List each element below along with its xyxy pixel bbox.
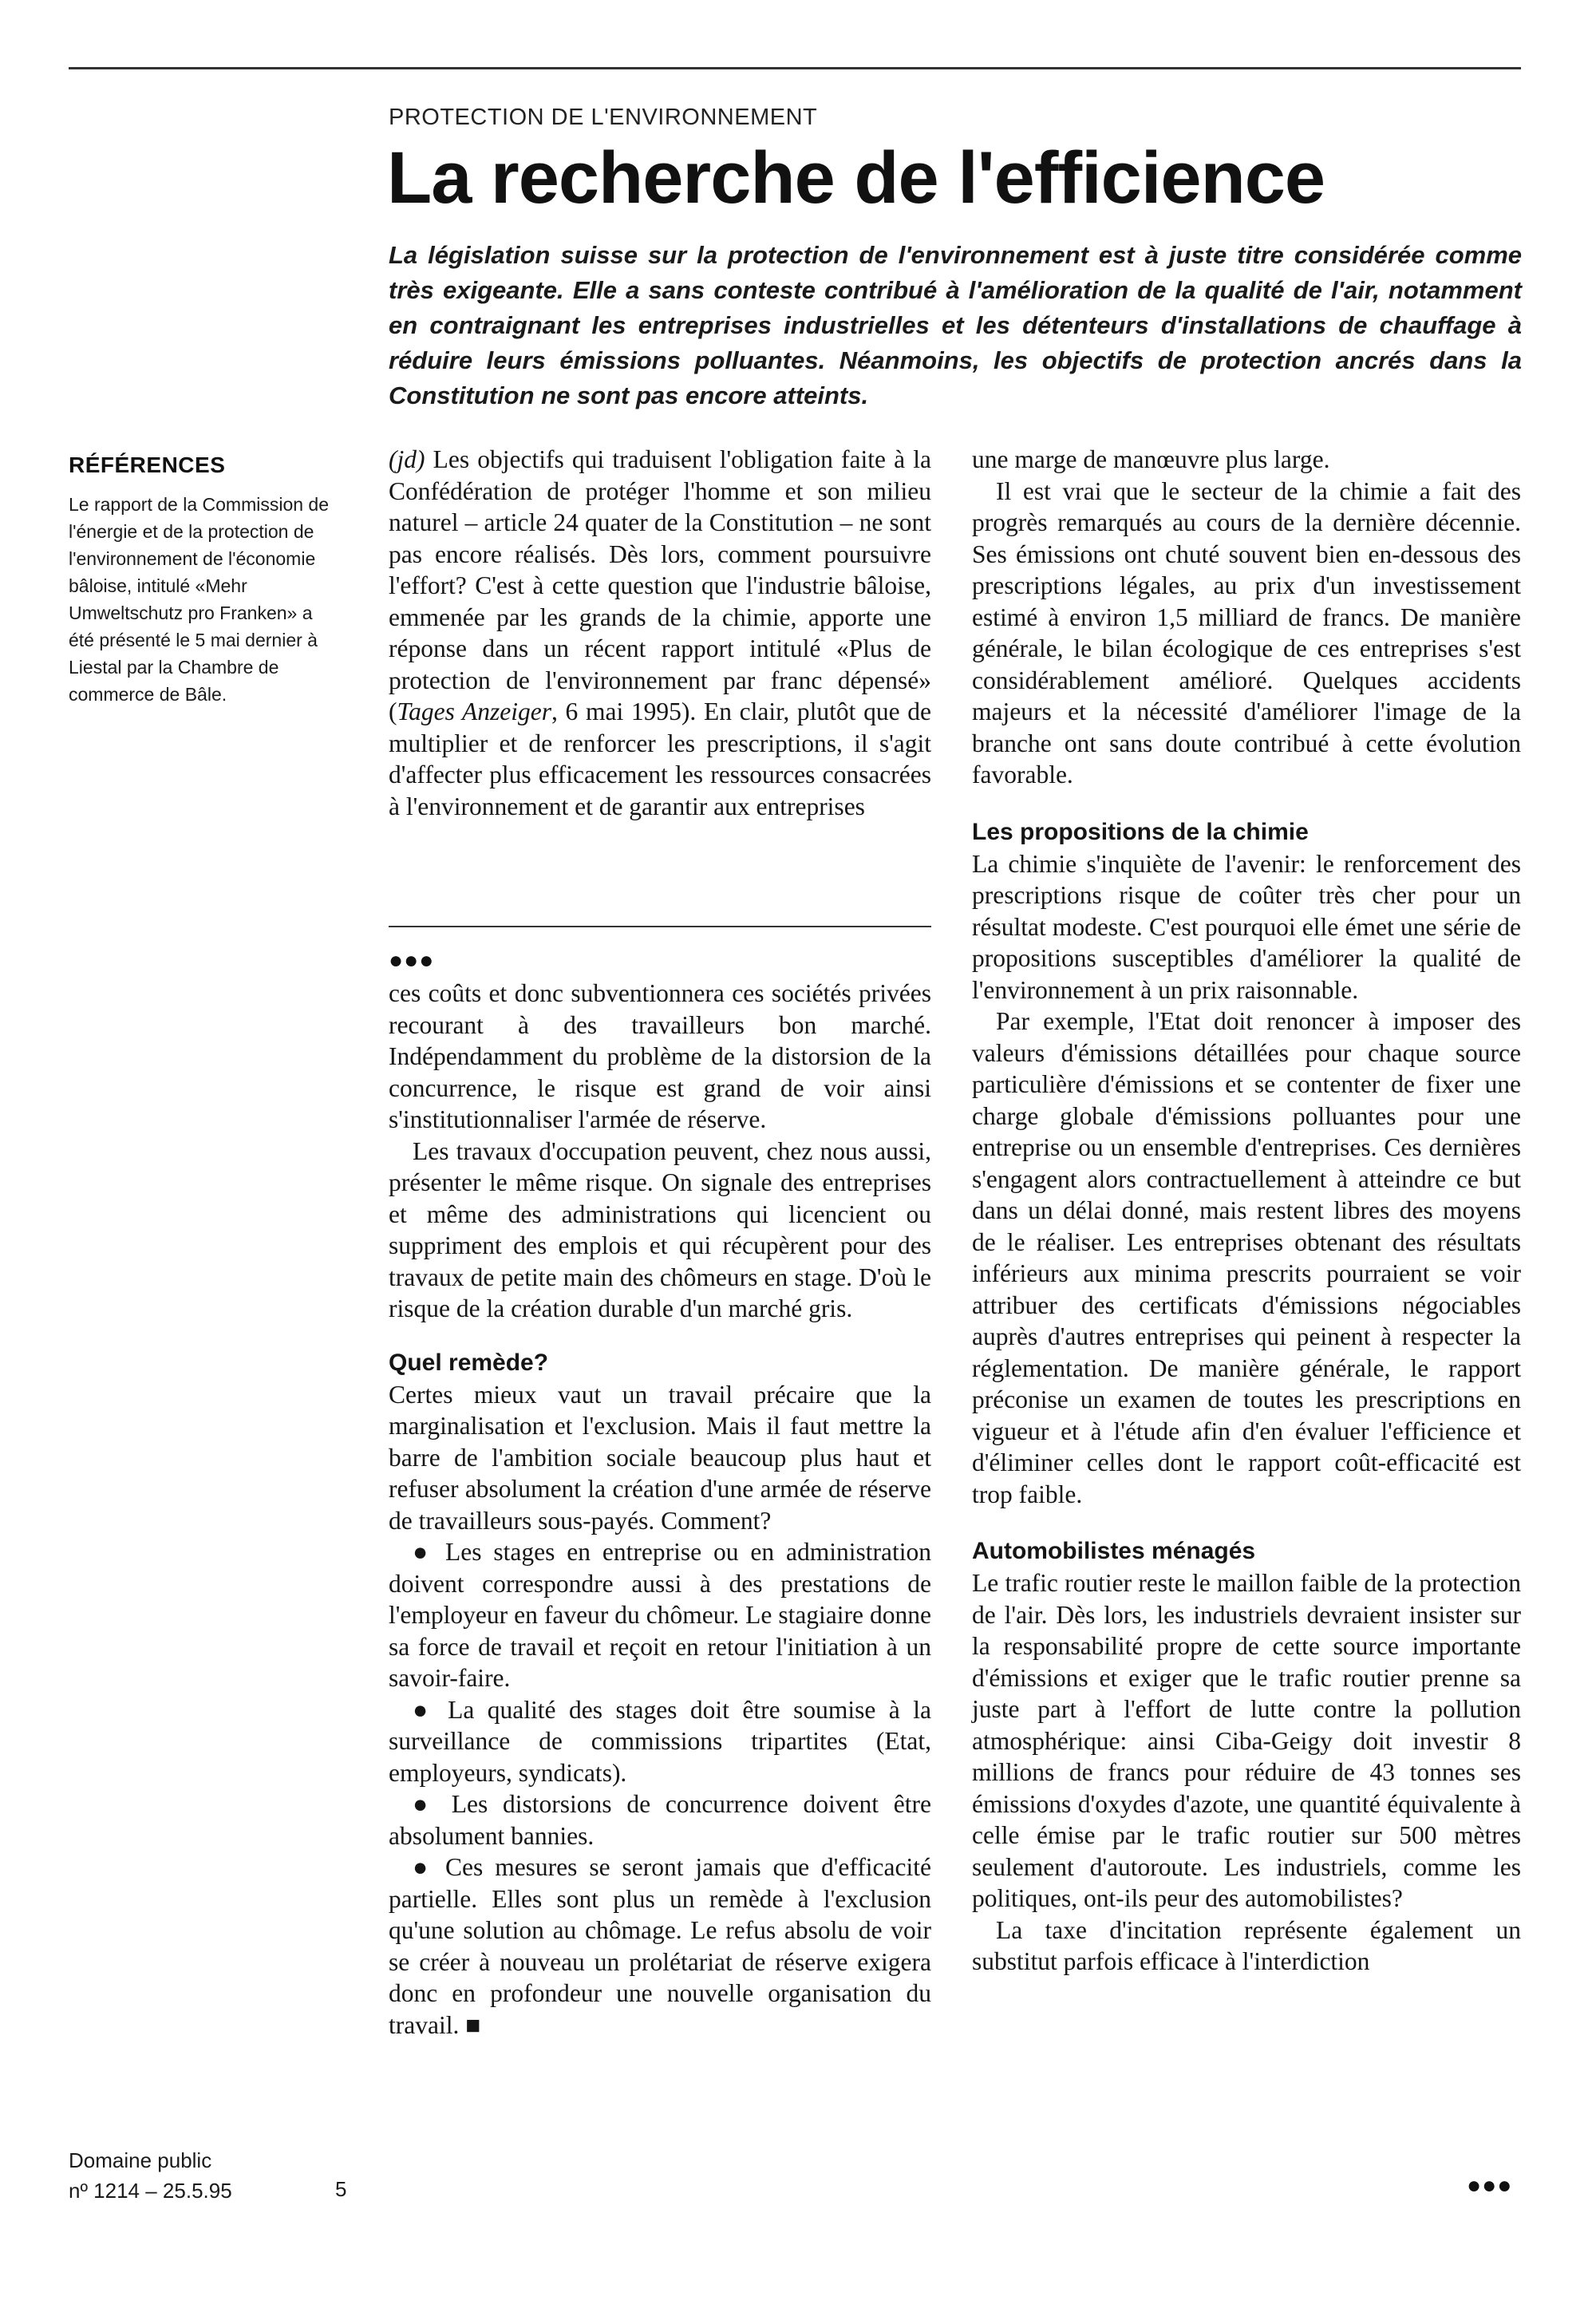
column-1-bottom (389, 978, 931, 2041)
page-number: 5 (335, 2177, 347, 2201)
paragraph: ces coûts et donc subventionnera ces sociétés privées recourant à des travailleurs bon marché. Indépendamment du problème de la distorsion de la concurrence, le risque est grand de voir ainsi s'institutionnaliser l'armée de réserve. (389, 979, 931, 1133)
issue-number: nº 1214 – 25.5.95 (69, 2179, 232, 2203)
publication-name: Domaine public (69, 2148, 212, 2172)
article-lead: La législation suisse sur la protection de l'environnement est à juste titre considérée comme très exigeante. Elle a sans conteste contribué à l'amélioration de la qualité de l'air, notamment en contraignant les entreprises industrielles et les détenteurs d'installations de chauffage à réduire leurs émissions polluantes. Néanmoins, les objectifs de protection ancrés dans la Constitution ne sont pas encore atteints. (389, 241, 1522, 409)
source-name: Tages Anzeiger (397, 698, 551, 725)
author-initials: (jd) (389, 445, 425, 473)
paragraph: La taxe d'incitation représente également un substitut parfois efficace à l'interdiction (972, 1915, 1521, 1975)
subheading-propositions: Les propositions de la chimie (972, 818, 1309, 845)
paragraph-intro: (jd) Les objectifs qui traduisent l'obligation faite à la Confédération de protéger l'homme et son milieu naturel – article 24 quater de la Constitution – ne sont pas encore réalisés. Dès lors, comment poursuivre l'effort? C'est à cette question que l'industrie bâloise, emmenée par les grands de la chimie, apporte une réponse dans un récent rapport intitulé «Plus de protection de l'environnement par franc dépensé» (Tages Anzeiger, 6 mai 1995). En clair, plutôt que de multiplier et de renforcer les prescriptions, il s'agit d'affecter plus efficacement les ressources consacrées à l'environnement et de garantir aux entreprises (389, 445, 931, 820)
article-title: La recherche de l'efficience (387, 137, 1325, 219)
paragraph: Les travaux d'occupation peuvent, chez nous aussi, présenter le même risque. On signale des entreprises et même des administrations qui licencient ou suppriment des emplois et qui récupèrent pour des travaux de petite main des chômeurs en stage. D'où le risque de la création durable d'un marché gris. (389, 1136, 931, 1322)
references-text: Le rapport de la Commission de l'énergie et de la protection de l'environnement de l'économie bâloise, intitulé «Mehr Umweltschutz pro Franken» a été présenté le 5 mai dernier à Liestal par la Chambre de commerce de Bâle. (69, 494, 329, 705)
paragraph: Le trafic routier reste le maillon faible de la protection de l'air. Dès lors, les industriels devraient insister sur la responsabilité propre de cette source importante d'émissions et exiger que le trafic routier prenne sa juste part à l'effort de lutte contre la pollution atmosphérique: ainsi Ciba-Geigy doit investir 8 millions de francs pour réduire de 43 tonnes ses émissions d'oxydes d'azote, une quantité équivalente à celle émise par le trafic routier sur 500 mètres seulement d'autoroute. Les industriels, comme les politiques, ont-ils peur des automobilistes? (972, 1569, 1521, 1912)
top-rule (69, 67, 1521, 69)
column-divider-rule (389, 926, 931, 927)
references-title: RÉFÉRENCES (69, 452, 226, 477)
column-2 (972, 444, 1521, 1978)
bullet-item: ● La qualité des stages doit être soumise à la surveillance de commissions tripartites (Etat, employeurs, syndicats). (389, 1695, 931, 1787)
bullet-item: ● Les stages en entreprise ou en administration doivent correspondre aussi à des prestations de l'employeur en faveur du chômeur. Le stagiaire donne sa force de travail et reçoit en retour l'initiation à un savoir-faire. (389, 1538, 931, 1692)
paragraph: une marge de manœuvre plus large. (972, 445, 1330, 473)
paragraph: Par exemple, l'Etat doit renoncer à imposer des valeurs d'émissions détaillées pour chaque source particulière d'émissions et se contenter de fixer une charge globale d'émissions polluantes pour une entreprise ou un ensemble d'entreprises. Ces dernières s'engagent alors contractuellement à atteindre ce but dans un délai donné, mais restent libres des moyens de le réaliser. Les entreprises obtenant des résultats inférieurs aux minima prescrits pourraient se voir attribuer des certificats d'émissions négociables auprès d'autres entreprises qui peinent à respecter la réglementation. De manière générale, le rapport préconise un examen de toutes les prescriptions en vigueur et à l'étude afin d'en évaluer l'efficience et d'éliminer celles dont le rapport coût-efficacité est trop faible. (972, 1007, 1521, 1508)
bullet-item: ● Les distorsions de concurrence doivent être absolument bannies. (389, 1790, 931, 1850)
paragraph: Il est vrai que le secteur de la chimie a fait des progrès remarqués au cours de la dernière décennie. Ses émissions ont chuté souvent bien en-dessous des prescriptions légales, au prix d'un investissement estimé à environ 1,5 milliard de francs. De manière générale, le bilan écologique de ces entreprises s'est considérablement amélioré. Quelques accidents majeurs et la nécessité d'améliorer l'image de la branche ont sans doute contribué à cette évolution favorable. (972, 476, 1521, 788)
column-1-top (389, 444, 931, 822)
subheading-automobilistes: Automobilistes ménagés (972, 1538, 1256, 1564)
paragraph: La chimie s'inquiète de l'avenir: le renforcement des prescriptions risque de coûter très cher pour un résultat modeste. C'est pourquoi elle émet une série de propositions susceptibles d'améliorer la qualité de l'environnement à un prix raisonnable. (972, 849, 1521, 1004)
continuation-marker-end: ●●● (1467, 2172, 1513, 2199)
section-kicker: PROTECTION DE L'ENVIRONNEMENT (389, 105, 818, 130)
continuation-marker: ●●● (389, 947, 435, 974)
bullet-item: ● Ces mesures se seront jamais que d'efficacité partielle. Elles sont plus un remède à l'exclusion qu'une solution au chômage. Le refus absolu de voir se créer à nouveau un prolétariat de réserve exigera donc en profondeur une nouvelle organisation du travail. ■ (389, 1853, 931, 2039)
publication-footer (69, 2145, 232, 2206)
paragraph: Certes mieux vaut un travail précaire que la marginalisation et l'exclusion. Mais il faut mettre la barre de l'ambition sociale beaucoup plus haut et refuser absolument la création d'une armée de réserve de travailleurs sous-payés. Comment? (389, 1380, 931, 1535)
subheading-quel-remede: Quel remède? (389, 1349, 549, 1376)
